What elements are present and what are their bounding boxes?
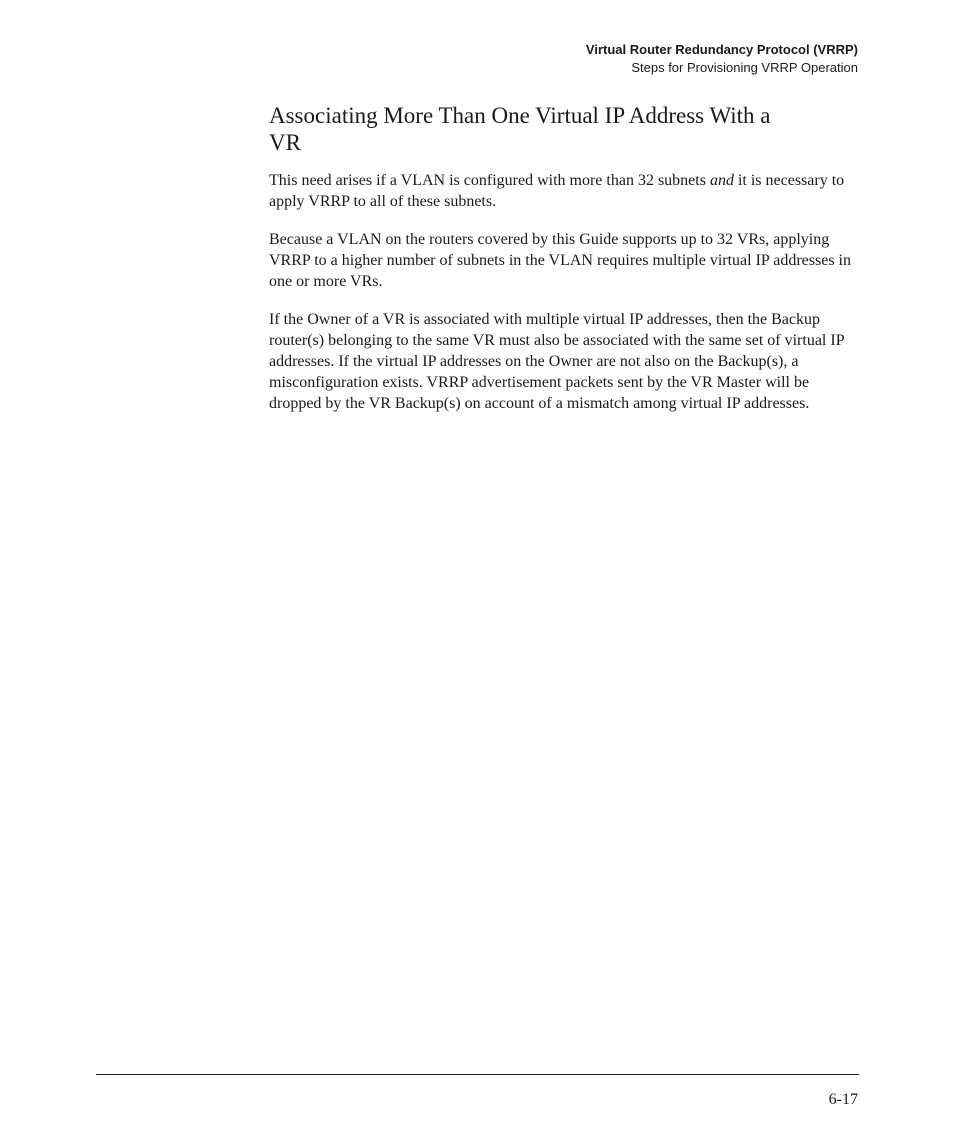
paragraph-1-emphasis: and [709, 172, 734, 189]
paragraph-1-text-before: This need arises if a VLAN is configured with more than 32 subnets [269, 172, 710, 189]
page-number: 6-17 [828, 1091, 858, 1108]
chapter-title: Virtual Router Redundancy Protocol (VRRP) [585, 42, 858, 57]
paragraph-1-text-after: it is necessary to apply VRRP to all of these subnets. [269, 172, 845, 210]
paragraph-2: Because a VLAN on the routers covered by this Guide supports up to 32 VRs, applying VRRP to a higher number of subnets in the VLAN requires multiple virtual IP addresses in one or more VRs. [269, 231, 851, 290]
paragraph-1 [269, 170, 861, 212]
running-header [586, 41, 858, 77]
section-subtitle: Steps for Provisioning VRRP Operation [631, 60, 858, 75]
section-heading: Associating More Than One Virtual IP Address With a VR [269, 103, 771, 155]
main-content [269, 102, 861, 431]
paragraph-3: If the Owner of a VR is associated with multiple virtual IP addresses, then the Backup router(s) belonging to the same VR must also be associated with the same set of virtual IP addresses. If the virtual IP addresses on the Owner are not also on the Backup(s), a misconfiguration exists. VRRP advertisement packets sent by the VR Master will be dropped by the VR Backup(s) on account of a mismatch among virtual IP addresses. [269, 311, 844, 412]
footer-divider [96, 1074, 859, 1075]
